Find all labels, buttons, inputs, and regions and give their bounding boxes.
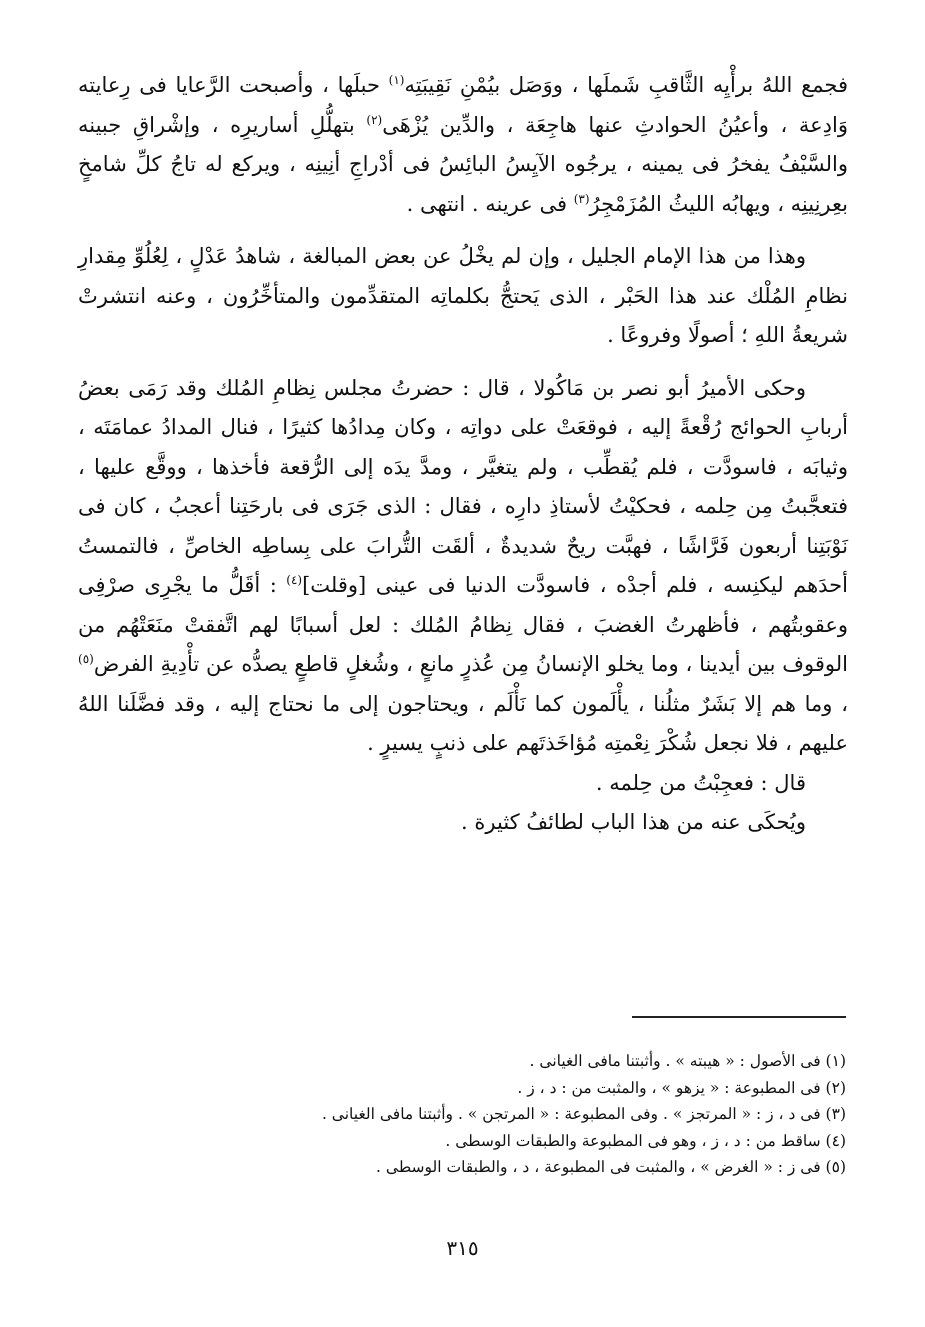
footnote-marker: (١)	[388, 73, 405, 87]
page-number: ٣١٥	[446, 1236, 479, 1260]
text-run: فجمع اللهُ برأْيِه الثَّاقبِ شَملَها ، ووَصَل بيُمْنِ نَقِيبَتِه	[404, 73, 848, 97]
text-run: : أقَلُّ ما يجْرِى صرْفِى وعقوبتُهم ، فأظهرتُ الغضبَ ، فقال نِظامُ المُلك : لعل أسبابًا لهم اتَّفقتْ منَعَتْهُم من الوقوف بين أيدينا ، وما يخلو الإنسانُ مِن عُذرٍ مانعٍ ، وشُغلٍ قاطعٍ يصدُّه عن تأْدِيةِ الفرض	[78, 573, 848, 676]
paragraph-2	[78, 237, 848, 356]
main-text	[78, 66, 848, 843]
footnote-2: (٢) فى المطبوعة : « يزهو » ، والمثبت من : د ، ز .	[517, 1078, 846, 1097]
footnote-3: (٣) فى د ، ز : « المرتجز » . وفى المطبوعة : « المرتجن » . وأثبتنا مافى الغيانى .	[321, 1105, 846, 1123]
paragraph-3	[78, 369, 848, 764]
footnote-marker: (٣)	[573, 191, 590, 206]
text-run: فى عرينه . انتهى .	[406, 191, 574, 216]
footnotes	[78, 1048, 846, 1181]
footnote-separator	[632, 1016, 846, 1018]
footnote-4: (٤) ساقط من : د ، ز ، وهو فى المطبوعة والطبقات الوسطى .	[445, 1131, 846, 1150]
paragraph-1	[78, 66, 848, 224]
paragraph-5	[78, 803, 848, 843]
text-run: قال : فعجِبْتُ من حِلمه .	[595, 770, 806, 795]
text-run: ويُحكَى عنه من هذا الباب لطائفُ كثيرة .	[461, 810, 806, 834]
footnote-1: (١) فى الأصول : « هيبته » . وأثبتنا مافى الغيانى .	[529, 1052, 846, 1070]
text-run: بتهلُّلِ أساريرِه ، وإشْراقِ جبينه والسَّيْفُ يفخرُ فى يمينه ، يرجُوه الآيِسُ البائِسُ فى أدْراجِ أنِينِه ، ويركع له تاجُ كلِّ شامخٍ بعِرنِينِه ، ويهابُه الليثُ المُزَمْجِرُ	[78, 112, 848, 216]
footnote-marker: (٢)	[366, 112, 383, 127]
footnote-marker: (٤)	[286, 573, 303, 587]
footnote-5: (٥) فى ز : « الغرض » ، والمثبت فى المطبوعة ، د ، والطبقات الوسطى .	[376, 1158, 846, 1176]
text-run: وحكى الأميرُ أبو نصر بن مَاكُولا ، قال : حضرتُ مجلس نِظامِ المُلك وقد رَمَى بعضُ أربابِ الحوائج رُقْعةً إليه ، فوقعَتْ على دواتِه ، وكان مِدادُها كثيرًا ، فنال المدادُ عمامَتَه ، وثيابَه ، فاسودَّت ، فلم يُقطِّب ، ولم يتغيَّر ، ومدَّ يدَه إلى الرُّقعة فأخذها ، ووقَّع عليها ، فتعجَّبتُ مِن حِلمه ، فحكيْتُ لأستاذِ دارِه ، فقال : الذى جَرَى فى بارحَتِنا أعجبُ ، كان فى نَوْبَتِنا أربعون فَرَّاشًا ، فهبَّت ريحٌ شديدةٌ ، ألقَت التُّرابَ على بِساطِه الخاصِّ ، فالتمستُ أحدَهم ليكنِسه ، فلم أجدْه ، فاسودَّت الدنيا فى عينى [وقلت]	[78, 375, 848, 597]
paragraph-4	[78, 764, 848, 804]
text-run: ، وما هم إلا بَشَرٌ مثلُنا ، يأْلَمون كما نَأْلَم ، ويحتاجون إلى ما نحتاج إليه ، وقد فضَّلَنا اللهُ عليهم ، فلا نجعل شُكْرَ نِعْمتِه مُؤاخَذتَهم على ذنبٍ يسيرٍ .	[78, 691, 848, 755]
text-run: وهذا من هذا الإمام الجليل ، وإن لم يخْلُ عن بعض المبالغة ، شاهدُ عَدْلٍ ، لِعُلُوِّ مِقدارِ نظامِ المُلْك عند هذا الحَبْر ، الذى يَحتجُّ بكلماتِه المتقدِّمون والمتأخِّرُون ، وعنه انتشرتْ شريعةُ اللهِ ؛ أصولًا وفروعًا .	[78, 244, 848, 347]
footnote-marker: (٥)	[78, 652, 94, 666]
text-run: حبلَها ، وأصبحت الرَّعايا فى رِعايته وَادِعة ، وأعيُنُ الحوادثِ عنها هاجِعَة ، والدِّين يُزْهَى	[78, 73, 849, 137]
